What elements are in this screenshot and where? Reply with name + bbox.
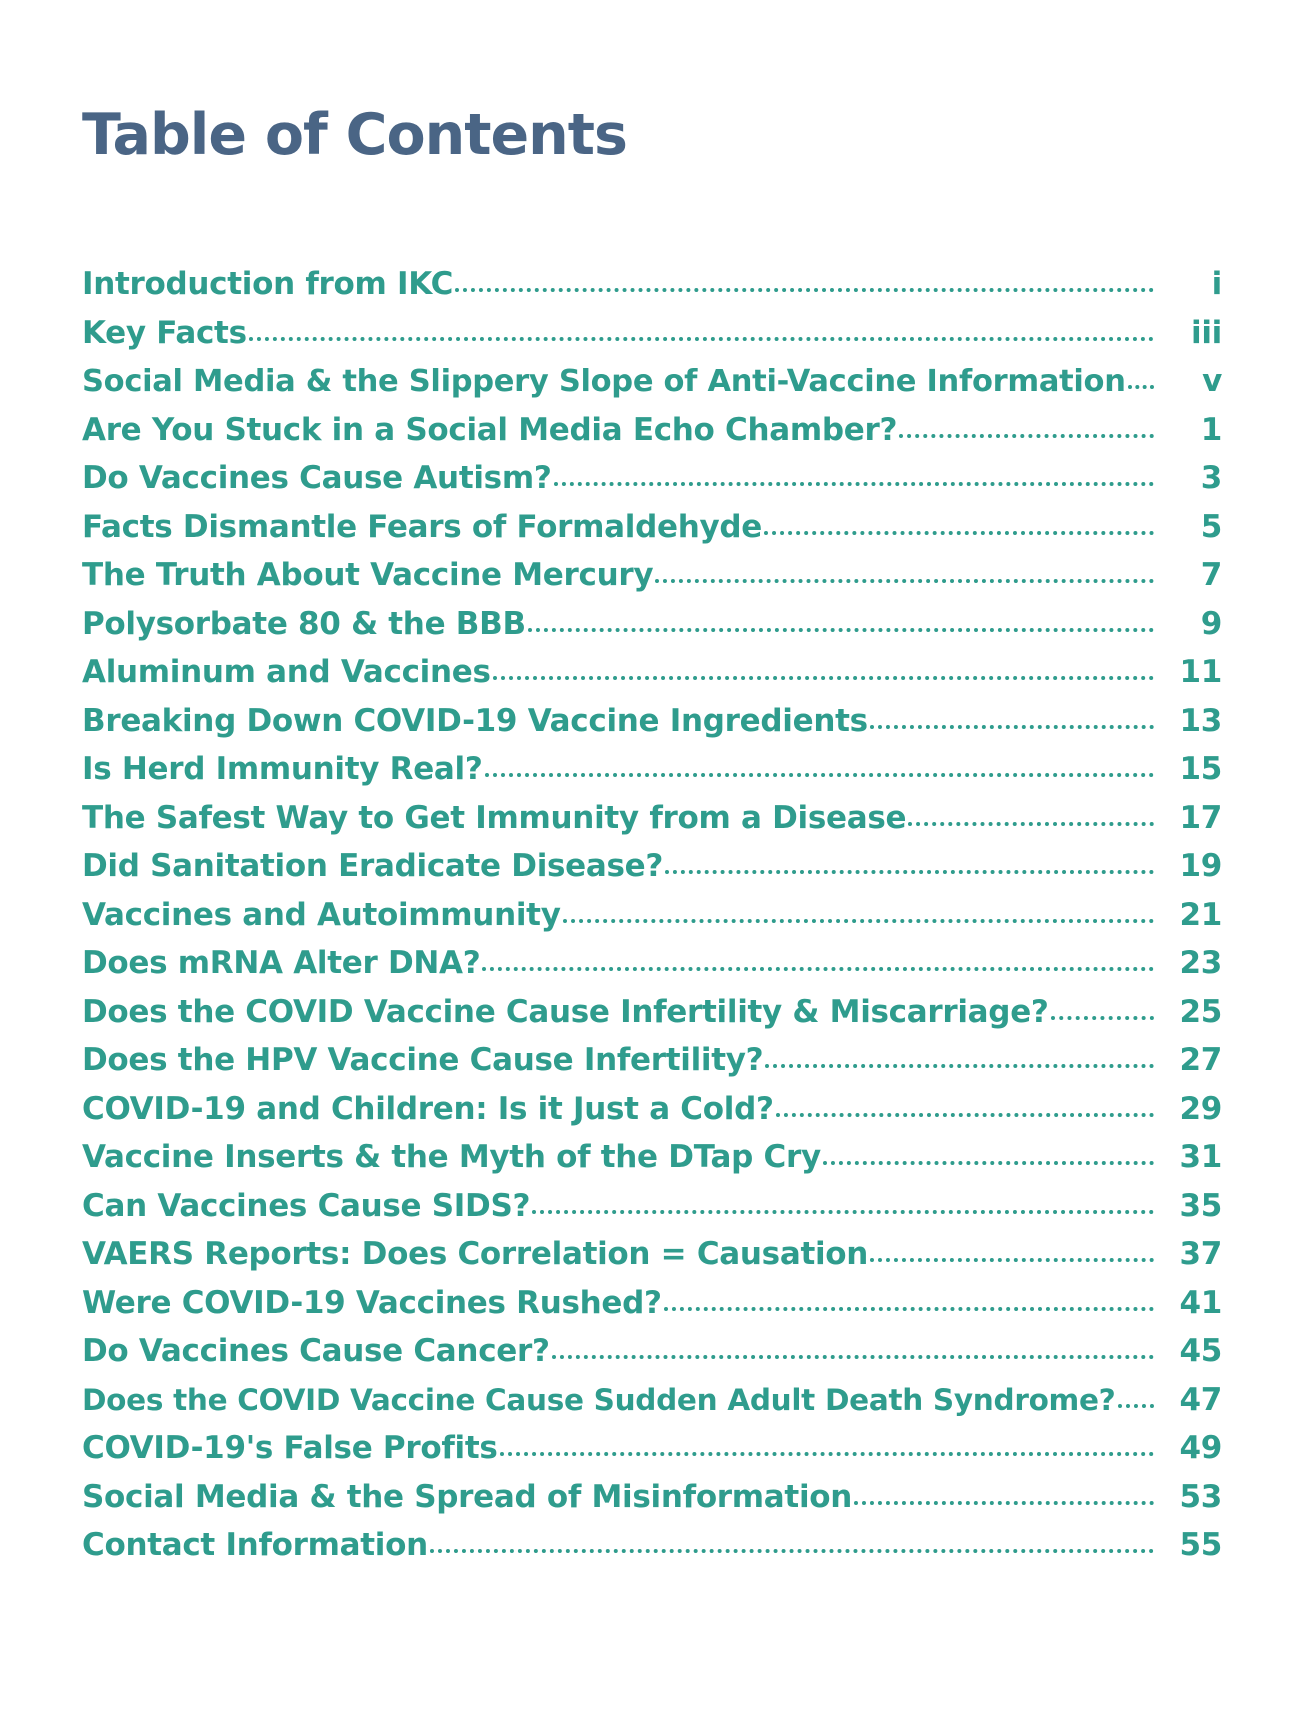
toc-entry-title: COVID-19's False Profits [82, 1430, 498, 1466]
dot-leader [1051, 1016, 1154, 1020]
toc-entry-title: Polysorbate 80 & the BBB [82, 605, 526, 642]
toc-entry-title: Is Herd Immunity Real? [82, 751, 483, 787]
toc-entry-page-number: 19 [1179, 848, 1222, 884]
toc-entry-page-number: 29 [1179, 1090, 1222, 1127]
dot-leader [854, 1501, 1154, 1505]
toc-entry[interactable] [82, 1430, 1222, 1479]
toc-entry-title: Are You Stuck in a Social Media Echo Chamber? [82, 411, 898, 448]
toc-entry[interactable] [82, 654, 1222, 703]
toc-entry-title: Were COVID-19 Vaccines Rushed? [82, 1284, 662, 1321]
toc-entry-page-number: 13 [1179, 702, 1222, 739]
toc-entry-title: Key Facts [82, 314, 247, 351]
toc-entry[interactable] [82, 1139, 1222, 1188]
toc-entry[interactable] [82, 509, 1222, 558]
toc-entry-page-number: 7 [1200, 557, 1222, 593]
toc-entry[interactable] [82, 1479, 1222, 1528]
toc-entry-title: Social Media & the Spread of Misinformation [82, 1478, 853, 1515]
toc-entry-page-number: 37 [1179, 1236, 1222, 1272]
dot-leader [482, 967, 1154, 971]
toc-entry-page-number: 3 [1200, 460, 1222, 496]
toc-entry[interactable] [82, 363, 1222, 412]
toc-entry-title: Do Vaccines Cause Cancer? [82, 1333, 550, 1369]
dot-leader [532, 1210, 1154, 1214]
toc-entry-page-number: 17 [1179, 799, 1222, 836]
toc-entry-title: The Safest Way to Get Immunity from a Disease [82, 799, 907, 836]
toc-entry-page-number: 1 [1200, 411, 1222, 448]
toc-entry-title: Can Vaccines Cause SIDS? [82, 1187, 531, 1224]
toc-entry[interactable] [82, 557, 1222, 606]
toc-entry-title: Aluminum and Vaccines [82, 654, 491, 690]
dot-leader [430, 1549, 1154, 1553]
toc-entry-page-number: 11 [1179, 654, 1222, 690]
toc-entry-page-number: 55 [1179, 1527, 1222, 1563]
toc-entry-title: Does the HPV Vaccine Cause Infertility? [82, 1042, 764, 1078]
toc-entry[interactable] [82, 751, 1222, 800]
dot-leader [764, 531, 1154, 535]
dot-leader [765, 1064, 1154, 1068]
toc-entry-title: Facts Dismantle Fears of Formaldehyde [82, 508, 763, 545]
toc-entry[interactable] [82, 1382, 1222, 1431]
toc-entry-title: Did Sanitation Eradicate Disease? [82, 848, 664, 884]
dot-leader [554, 482, 1154, 486]
toc-entry[interactable] [82, 1236, 1222, 1285]
toc-entry-page-number: 31 [1179, 1139, 1222, 1175]
dot-leader [500, 1452, 1154, 1456]
toc-entry-title: Does the COVID Vaccine Cause Sudden Adult Death Syndrome? [82, 1382, 1116, 1417]
toc-entry-title: The Truth About Vaccine Mercury [82, 557, 654, 593]
toc-entry-title: Vaccines and Autoimmunity [82, 896, 561, 933]
toc-entry-page-number: i [1211, 266, 1222, 302]
toc-entry-page-number: 9 [1200, 605, 1222, 642]
toc-entry[interactable] [82, 945, 1222, 994]
toc-entry-page-number: 45 [1179, 1333, 1222, 1369]
page-title: Table of Contents [82, 102, 627, 168]
toc-entry-page-number: 25 [1179, 993, 1222, 1030]
toc-entry[interactable] [82, 606, 1222, 655]
dot-leader [823, 1161, 1154, 1165]
toc-entry-page-number: 23 [1179, 945, 1222, 981]
toc-entry[interactable] [82, 1091, 1222, 1140]
toc-entry-page-number: 49 [1179, 1430, 1222, 1466]
dot-leader [664, 1307, 1154, 1311]
toc-entry-title: COVID-19 and Children: Is it Just a Cold? [82, 1090, 774, 1127]
toc-entry-title: Vaccine Inserts & the Myth of the DTap Cry [82, 1139, 821, 1175]
dot-leader [485, 773, 1154, 777]
toc-entry[interactable] [82, 266, 1222, 315]
toc-entry-page-number: 21 [1179, 896, 1222, 933]
toc-entry-title: Breaking Down COVID-19 Vaccine Ingredients [82, 702, 868, 739]
toc-entry[interactable] [82, 848, 1222, 897]
toc-entry[interactable] [82, 703, 1222, 752]
toc-entry[interactable] [82, 994, 1222, 1043]
dot-leader [665, 870, 1154, 874]
toc-entry-page-number: 35 [1179, 1187, 1222, 1224]
toc-entry-title: Does mRNA Alter DNA? [82, 945, 481, 981]
dot-leader [528, 628, 1154, 632]
toc-entry[interactable] [82, 1285, 1222, 1334]
toc-entry[interactable] [82, 1527, 1222, 1576]
toc-entry[interactable] [82, 897, 1222, 946]
toc-entry-page-number: 47 [1179, 1381, 1222, 1418]
toc-entry-page-number: 53 [1179, 1478, 1222, 1515]
toc-entry-page-number: 41 [1179, 1284, 1222, 1321]
toc-entry-page-number: v [1202, 363, 1222, 399]
dot-leader [1118, 1404, 1155, 1408]
dot-leader [870, 1258, 1154, 1262]
toc-list [82, 266, 1222, 1576]
dot-leader [899, 434, 1154, 438]
toc-entry[interactable] [82, 800, 1222, 849]
toc-entry-page-number: 27 [1179, 1042, 1222, 1078]
dot-leader [455, 288, 1154, 292]
toc-entry-title: Social Media & the Slippery Slope of Anti-Vaccine Information [82, 364, 1126, 399]
toc-entry[interactable] [82, 1333, 1222, 1382]
dot-leader [249, 337, 1154, 341]
dot-leader [1128, 385, 1154, 389]
dot-leader [493, 676, 1154, 680]
toc-entry-page-number: iii [1191, 314, 1222, 351]
toc-entry-title: Contact Information [82, 1527, 428, 1563]
toc-entry-page-number: 5 [1200, 508, 1222, 545]
dot-leader [870, 725, 1154, 729]
toc-entry-title: Do Vaccines Cause Autism? [82, 460, 552, 496]
dot-leader [776, 1113, 1154, 1117]
toc-entry[interactable] [82, 412, 1222, 461]
dot-leader [563, 919, 1154, 923]
toc-entry[interactable] [82, 315, 1222, 364]
dot-leader [908, 822, 1154, 826]
toc-entry[interactable] [82, 1188, 1222, 1237]
toc-entry-page-number: 15 [1179, 751, 1222, 787]
toc-entry[interactable] [82, 1042, 1222, 1091]
toc-entry-title: Does the COVID Vaccine Cause Infertility & Miscarriage? [82, 993, 1049, 1030]
dot-leader [655, 579, 1154, 583]
toc-entry[interactable] [82, 460, 1222, 509]
toc-entry-title: Introduction from IKC [82, 266, 454, 302]
dot-leader [552, 1355, 1154, 1359]
toc-entry-title: VAERS Reports: Does Correlation = Causation [82, 1236, 869, 1272]
